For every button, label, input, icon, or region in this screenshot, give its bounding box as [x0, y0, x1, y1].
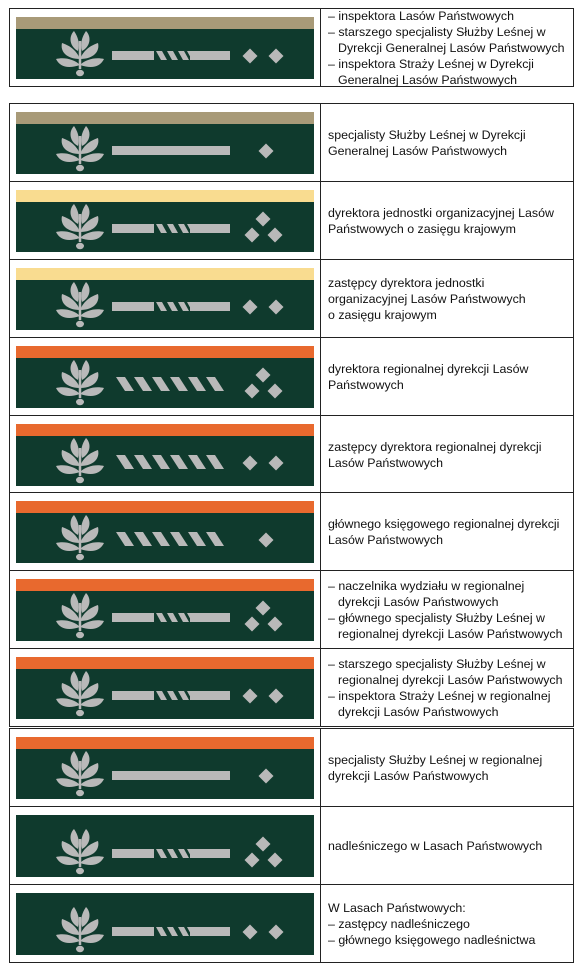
insignia-row [9, 415, 574, 494]
insignia-cell [10, 260, 321, 337]
rank-description-line: W Lasach Państwowych: [328, 900, 466, 915]
oak-leaf-icon [56, 829, 104, 874]
rank-star-icon [269, 689, 284, 704]
rank-star-icon [243, 925, 258, 940]
rank-star-icon [269, 925, 284, 940]
rank-description-line: organizacyjnej Lasów Państwowych [328, 291, 526, 306]
rank-description-cell [321, 182, 573, 259]
rank-star-icon [259, 769, 274, 784]
rank-bar [112, 771, 230, 780]
rank-description-line: – inspektora Lasów Państwowych [328, 8, 514, 23]
rank-description [328, 439, 567, 471]
rank-description-line: zastępcy dyrektora regionalnej dyrekcji Lasów Państwowych [328, 439, 542, 470]
oak-leaf-icon [56, 907, 104, 952]
rank-description-line: dyrektora jednostki organizacyjnej Lasów Państwowych o zasięgu krajowym [328, 205, 554, 236]
collar-patch [16, 737, 314, 799]
rank-description-line: – naczelnika wydziału w regionalnej dyrekcji Lasów Państwowych [328, 578, 525, 609]
rank-star-icon [243, 49, 258, 64]
insignia-cell [10, 9, 321, 86]
rank-description-cell [321, 260, 573, 337]
rank-stripe [16, 737, 314, 749]
rank-description-cell [321, 9, 573, 86]
rank-bar-zigzag [116, 455, 224, 469]
rank-bar-embroidered [112, 613, 230, 622]
insignia-cell [10, 416, 321, 493]
rank-bar-embroidered [112, 224, 230, 233]
oak-leaf-icon [56, 593, 104, 638]
rank-description-cell [321, 807, 573, 884]
rank-star-icon [268, 228, 283, 243]
rank-star-icon [256, 837, 271, 852]
rank-star-icon [269, 456, 284, 471]
patch-emblem [16, 29, 314, 79]
insignia-cell [10, 104, 321, 181]
rank-stripe [16, 268, 314, 280]
rank-star-icon [268, 617, 283, 632]
rank-star-icon [268, 384, 283, 399]
rank-star-icon [256, 601, 271, 616]
collar-patch [16, 501, 314, 563]
rank-stripe [16, 501, 314, 513]
oak-leaf-icon [56, 751, 104, 796]
rank-bar [112, 146, 230, 155]
rank-description-line: – inspektora Straży Leśnej w regionalnej dyrekcji Lasów Państwowych [328, 688, 551, 719]
rank-description [328, 361, 567, 393]
rank-bar-embroidered [112, 51, 230, 60]
rank-description [328, 516, 567, 548]
oak-leaf-icon [56, 360, 104, 405]
rank-stripe [16, 346, 314, 358]
rank-description-line: głównego księgowego regionalnej dyrekcji Lasów Państwowych [328, 516, 560, 547]
collar-patch [16, 579, 314, 641]
rank-description-line: zastępcy dyrektora jednostki [328, 275, 485, 290]
rank-description-line: – starszego specjalisty Służby Leśnej w regionalnej dyrekcji Lasów Państwowych [328, 656, 563, 687]
rank-star-icon [259, 144, 274, 159]
rank-description-line: – starszego specjalisty Służby Leśnej w Dyrekcji Generalnej Lasów Państwowych [328, 24, 565, 55]
patch-emblem [16, 513, 314, 563]
insignia-row [9, 806, 574, 885]
insignia-row [9, 492, 574, 571]
rank-description-line: nadleśniczego w Lasach Państwowych [328, 838, 543, 853]
patch-emblem [16, 202, 314, 252]
collar-patch [16, 893, 314, 955]
rank-star-icon [259, 533, 274, 548]
rank-stripe [16, 17, 314, 29]
rank-description-line: o zasięgu krajowym [328, 307, 437, 322]
insignia-cell [10, 807, 321, 884]
rank-star-icon [269, 49, 284, 64]
rank-description [328, 900, 535, 948]
insignia-row [9, 103, 574, 182]
rank-description [328, 752, 567, 784]
rank-star-icon [243, 689, 258, 704]
insignia-row [9, 337, 574, 416]
rank-stripe [16, 112, 314, 124]
oak-leaf-icon [56, 438, 104, 483]
insignia-cell [10, 649, 321, 726]
rank-description-line: – zastępcy nadleśniczego [328, 916, 470, 931]
patch-emblem [16, 358, 314, 408]
rank-star-icon [245, 384, 260, 399]
insignia-cell [10, 338, 321, 415]
insignia-row [9, 259, 574, 338]
insignia-row [9, 884, 574, 963]
rank-bar-embroidered [112, 691, 230, 700]
collar-patch [16, 424, 314, 486]
rank-description [328, 127, 567, 159]
insignia-row [9, 648, 574, 727]
insignia-cell [10, 571, 321, 648]
rank-description-cell [321, 493, 573, 570]
rank-star-icon [245, 617, 260, 632]
rank-description-cell [321, 649, 573, 726]
collar-patch [16, 815, 314, 877]
rank-bar-embroidered [112, 927, 230, 936]
rank-description-line: – głównego księgowego nadleśnictwa [328, 932, 536, 947]
patch-emblem [16, 436, 314, 486]
collar-patch [16, 190, 314, 252]
rank-description-cell [321, 571, 573, 648]
rank-star-icon [256, 368, 271, 383]
collar-patch [16, 657, 314, 719]
rank-description-line: specjalisty Służby Leśnej w regionalnej dyrekcji Lasów Państwowych [328, 752, 543, 783]
patch-emblem [16, 280, 314, 330]
rank-description-line: dyrektora regionalnej dyrekcji Lasów Państwowych [328, 361, 529, 392]
rank-bar-embroidered [112, 849, 230, 858]
collar-patch [16, 268, 314, 330]
rank-star-icon [256, 212, 271, 227]
insignia-cell [10, 729, 321, 806]
rank-stripe [16, 657, 314, 669]
rank-description [328, 578, 567, 642]
oak-leaf-icon [56, 671, 104, 716]
collar-patch [16, 346, 314, 408]
rank-description [328, 838, 542, 854]
insignia-row [9, 570, 574, 649]
rank-star-icon [245, 853, 260, 868]
rank-star-icon [243, 300, 258, 315]
insignia-cell [10, 885, 321, 962]
rank-stripe [16, 424, 314, 436]
rank-description [328, 275, 526, 323]
rank-stripe [16, 579, 314, 591]
rank-description-cell [321, 729, 573, 806]
rank-description-cell [321, 338, 573, 415]
rank-description-line: specjalisty Służby Leśnej w Dyrekcji Generalnej Lasów Państwowych [328, 127, 526, 158]
collar-patch [16, 17, 314, 79]
collar-patch [16, 112, 314, 174]
oak-leaf-icon [56, 204, 104, 249]
patch-emblem [16, 827, 314, 877]
insignia-row [9, 8, 574, 87]
rank-bar-zigzag [116, 377, 224, 391]
patch-emblem [16, 591, 314, 641]
patch-emblem [16, 124, 314, 174]
insignia-cell [10, 493, 321, 570]
rank-description-cell [321, 416, 573, 493]
rank-star-icon [268, 853, 283, 868]
oak-leaf-icon [56, 282, 104, 327]
rank-description-line: – inspektora Straży Leśnej w Dyrekcji Generalnej Lasów Państwowych [328, 56, 534, 87]
insignia-cell [10, 182, 321, 259]
insignia-row [9, 728, 574, 807]
rank-description-cell [321, 104, 573, 181]
rank-description-line: – głównego specjalisty Służby Leśnej w regionalnej dyrekcji Lasów Państwowych [328, 610, 563, 641]
rank-bar-embroidered [112, 302, 230, 311]
rank-star-icon [269, 300, 284, 315]
oak-leaf-icon [56, 126, 104, 171]
rank-description [328, 656, 567, 720]
rank-description [328, 205, 567, 237]
rank-bar-zigzag [116, 532, 224, 546]
rank-star-icon [245, 228, 260, 243]
rank-star-icon [243, 456, 258, 471]
insignia-row [9, 181, 574, 260]
rank-description-cell [321, 885, 573, 962]
rank-description [328, 8, 567, 88]
oak-leaf-icon [56, 31, 104, 76]
patch-emblem [16, 905, 314, 955]
rank-stripe [16, 190, 314, 202]
patch-emblem [16, 669, 314, 719]
patch-emblem [16, 749, 314, 799]
oak-leaf-icon [56, 515, 104, 560]
